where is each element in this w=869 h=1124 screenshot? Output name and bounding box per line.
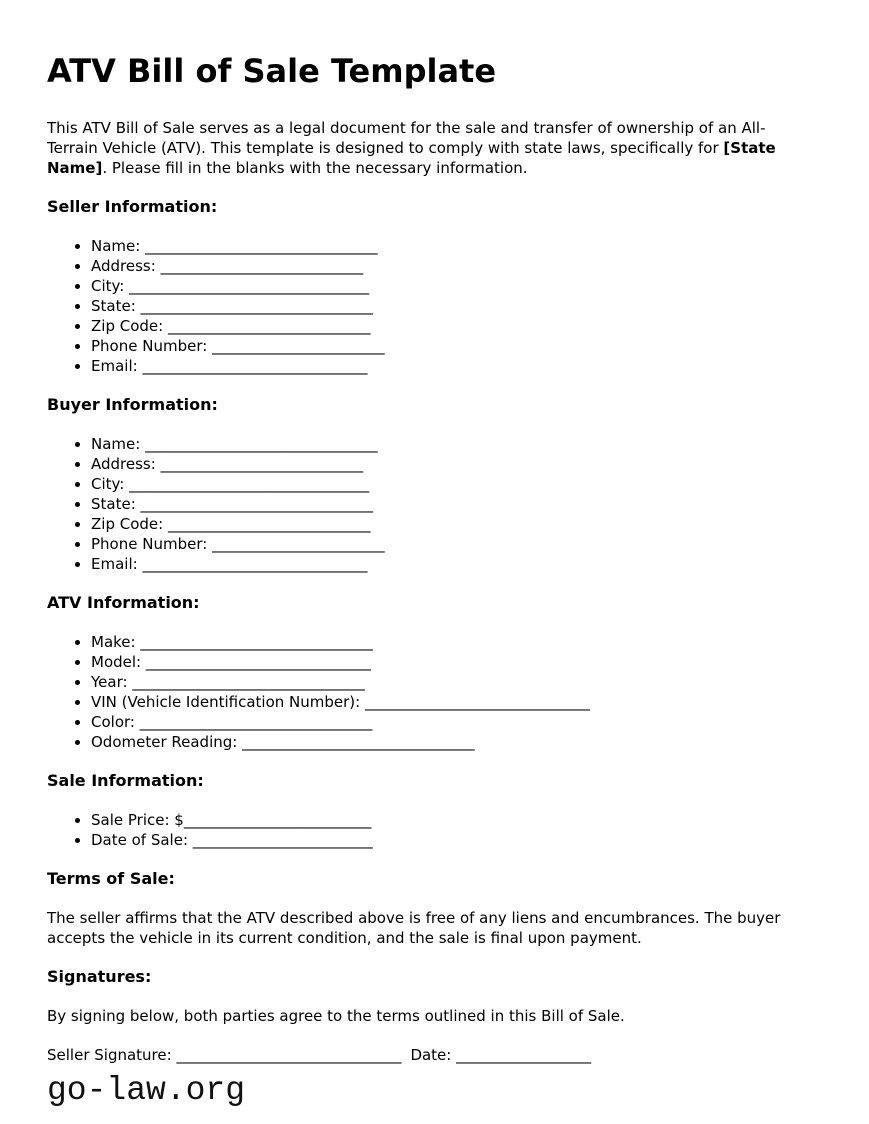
field-label: Odometer Reading:	[91, 733, 243, 751]
blank-line: ___________________________	[167, 515, 371, 533]
field-label: State:	[91, 495, 141, 513]
signature-date-blank-line: __________________	[456, 1046, 592, 1064]
blank-line: ___________________________	[167, 317, 371, 335]
blank-line: _______________________________	[145, 237, 378, 255]
field-label: Phone Number:	[91, 337, 213, 355]
field-label: Year:	[91, 673, 133, 691]
atv-odometer-row	[91, 732, 809, 752]
blank-line: ___________________________	[160, 257, 364, 275]
atv-year-row	[91, 672, 809, 692]
field-label: Email:	[91, 357, 143, 375]
signature-row	[47, 1045, 809, 1065]
signatures-paragraph: By signing below, both parties agree to the terms outlined in this Bill of Sale.	[47, 1007, 625, 1025]
blank-line: _______________________________	[140, 633, 373, 651]
seller-state-row	[91, 296, 809, 316]
blank-line: ______________________________	[364, 693, 590, 711]
buyer-name-row	[91, 434, 809, 454]
seller-address-row	[91, 256, 809, 276]
blank-line: _______________________	[212, 337, 385, 355]
seller-phone-row	[91, 336, 809, 356]
sale-date-row	[91, 830, 809, 850]
footer-watermark: go-law.org	[47, 1072, 246, 1109]
seller-information-heading: Seller Information:	[47, 197, 218, 216]
blank-line: ______________________________	[142, 555, 368, 573]
buyer-zip-row	[91, 514, 809, 534]
field-label: Make:	[91, 633, 141, 651]
sale-information-list	[47, 810, 809, 850]
field-label: Zip Code:	[91, 515, 168, 533]
seller-signature-label: Seller Signature:	[47, 1046, 177, 1064]
document-title: ATV Bill of Sale Template	[47, 52, 497, 90]
buyer-address-row	[91, 454, 809, 474]
seller-zip-row	[91, 316, 809, 336]
field-label: Address:	[91, 257, 161, 275]
blank-line: _______________________________	[145, 435, 378, 453]
buyer-information-heading: Buyer Information:	[47, 395, 218, 414]
buyer-state-row	[91, 494, 809, 514]
seller-email-row	[91, 356, 809, 376]
field-label: Name:	[91, 435, 146, 453]
signatures-heading: Signatures:	[47, 967, 152, 986]
seller-name-row	[91, 236, 809, 256]
sale-price-row	[91, 810, 809, 830]
field-label: Color:	[91, 713, 140, 731]
buyer-email-row	[91, 554, 809, 574]
blank-line: ___________________________	[160, 455, 364, 473]
state-name-placeholder: [State Name]	[47, 139, 776, 177]
blank-line: ________________________________	[129, 277, 370, 295]
field-label: Address:	[91, 455, 161, 473]
blank-line: _________________________	[183, 811, 372, 829]
field-label: Zip Code:	[91, 317, 168, 335]
field-label: City:	[91, 475, 130, 493]
field-label: City:	[91, 277, 130, 295]
seller-information-list	[47, 236, 809, 376]
blank-line: ________________________________	[129, 475, 370, 493]
field-label: VIN (Vehicle Identification Number):	[91, 693, 365, 711]
terms-paragraph: The seller affirms that the ATV described above is free of any liens and encumbrances. The buyer accepts the vehicle in its current condition, and the sale is final upon payment.	[47, 909, 781, 947]
seller-signature-blank-line: ______________________________	[176, 1046, 402, 1064]
field-label: Phone Number:	[91, 535, 213, 553]
blank-line: _______________________________	[242, 733, 475, 751]
field-label: Model:	[91, 653, 146, 671]
atv-information-heading: ATV Information:	[47, 593, 200, 612]
seller-city-row	[91, 276, 809, 296]
blank-line: _______________________________	[139, 713, 373, 731]
atv-make-row	[91, 632, 809, 652]
buyer-phone-row	[91, 534, 809, 554]
blank-line: ______________________________	[142, 357, 368, 375]
blank-line: _______________________________	[140, 495, 374, 513]
intro-paragraph	[47, 118, 809, 178]
blank-line: ________________________	[192, 831, 373, 849]
blank-line: _______________________	[212, 535, 385, 553]
terms-of-sale-heading: Terms of Sale:	[47, 869, 175, 888]
atv-vin-row	[91, 692, 809, 712]
signature-date-label: Date:	[410, 1046, 457, 1064]
blank-line: ______________________________	[145, 653, 371, 671]
blank-line: _______________________________	[132, 673, 365, 691]
sale-information-heading: Sale Information:	[47, 771, 204, 790]
field-label: Email:	[91, 555, 143, 573]
blank-line: _______________________________	[140, 297, 374, 315]
atv-model-row	[91, 652, 809, 672]
field-label: Sale Price: $	[91, 811, 184, 829]
field-label: State:	[91, 297, 141, 315]
buyer-information-list	[47, 434, 809, 574]
intro-text-before: This ATV Bill of Sale serves as a legal document for the sale and transfer of ownership of an All-Terrain Vehicle (ATV). This template is designed to comply with state laws, specifically for	[47, 119, 766, 157]
atv-information-list	[47, 632, 809, 752]
buyer-city-row	[91, 474, 809, 494]
atv-color-row	[91, 712, 809, 732]
field-label: Name:	[91, 237, 146, 255]
field-label: Date of Sale:	[91, 831, 193, 849]
intro-text-after: . Please fill in the blanks with the necessary information.	[102, 159, 528, 177]
